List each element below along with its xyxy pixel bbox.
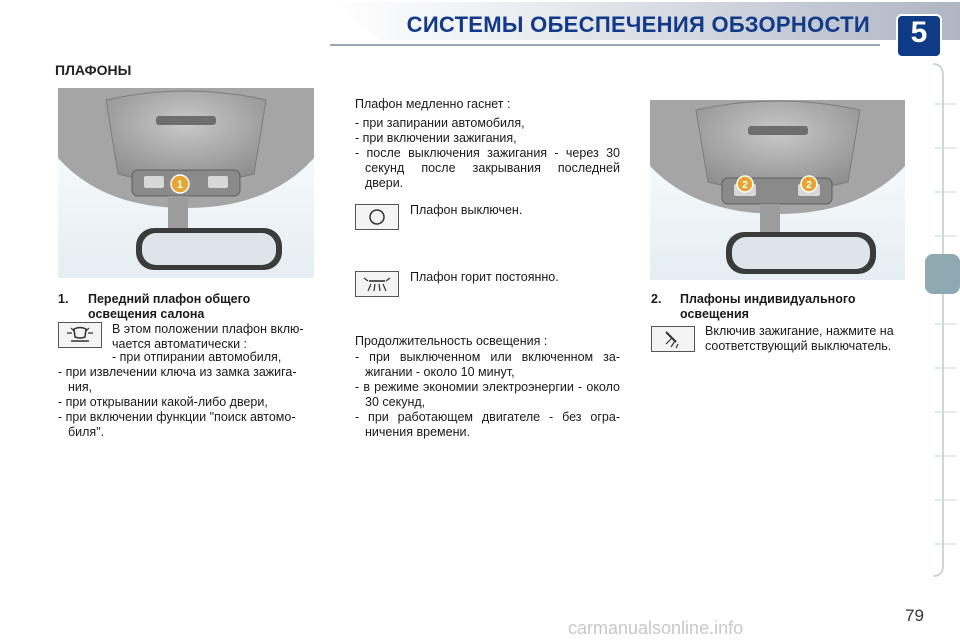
reading-light-icon	[651, 326, 695, 352]
on-mode-text: Плафон горит постоянно.	[410, 270, 559, 284]
active-tab[interactable]	[925, 254, 960, 294]
auto-mode-icon	[58, 322, 102, 348]
on-mode-icon	[355, 271, 399, 297]
fade-bullet-lock: - при запирании автомобиля,	[355, 116, 525, 130]
page-number: 79	[905, 606, 924, 625]
bullet-unlock: - при отпирании автомобиля,	[112, 350, 282, 364]
auto-mode-text: В этом положении плафон вклю-чается автоматически :	[112, 322, 304, 351]
individual-lights-text: Включив зажигание, нажмите на соответствующий выключатель.	[705, 324, 894, 353]
duration-bullet-engine: - при работающем двигателе - без огра-ничения времени.	[355, 410, 620, 439]
front-ceiling-light-photo	[58, 88, 314, 278]
bullet-door: - при открывании какой-либо двери,	[58, 395, 268, 409]
callout-label-1: 1	[176, 179, 184, 191]
item-1-number: 1.	[58, 292, 69, 306]
duration-bullet-economy: - в режиме экономии электроэнергии - около 30 секунд,	[355, 380, 620, 409]
callout-label-2-right: 2	[806, 180, 812, 191]
individual-lights-photo	[650, 100, 905, 280]
chapter-tabs	[925, 60, 960, 580]
off-mode-text: Плафон выключен.	[410, 203, 523, 217]
item-2-number: 2.	[651, 292, 662, 306]
bullet-key: - при извлечении ключа из замка зажига-ния,	[58, 365, 297, 394]
section-title: ПЛАФОНЫ	[55, 62, 132, 78]
fade-bullet-after: - после выключения зажигания - через 30 секунд после закрывания последней двери.	[355, 146, 620, 190]
fade-title: Плафон медленно гаснет :	[355, 97, 511, 111]
duration-title: Продолжительность освещения :	[355, 334, 548, 348]
chapter-number: 5	[910, 16, 928, 49]
item-2-title: Плафоны индивидуального освещения	[680, 292, 856, 321]
fade-bullet-ignition: - при включении зажигания,	[355, 131, 517, 145]
callout-label-2-left: 2	[742, 180, 748, 191]
off-mode-icon	[355, 204, 399, 230]
duration-bullet-ignition: - при выключенном или включенном за-жигании - около 10 минут,	[355, 350, 620, 379]
bullet-locate: - при включении функции "поиск автомо-биля".	[58, 410, 296, 439]
item-1-title: Передний плафон общего освещения салона	[88, 292, 251, 321]
watermark: carmanualsonline.info	[568, 618, 744, 638]
chapter-title: СИСТЕМЫ ОБЕСПЕЧЕНИЯ ОБЗОРНОСТИ	[406, 12, 870, 37]
